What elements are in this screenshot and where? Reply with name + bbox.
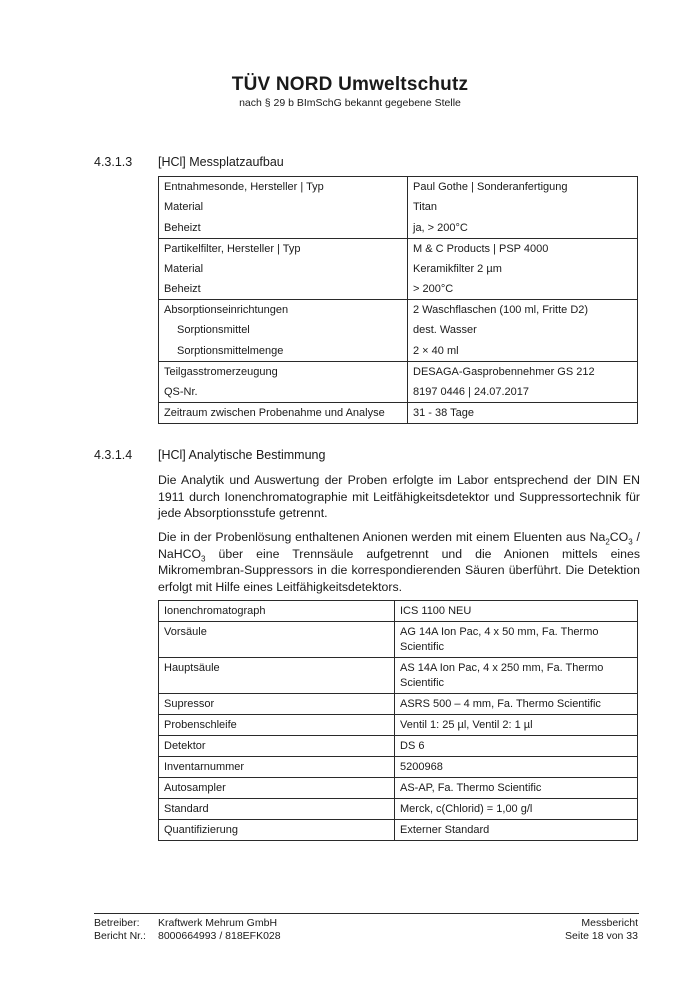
table-cell-label: Hauptsäule (159, 658, 395, 694)
table-row (159, 820, 638, 841)
table-row (159, 341, 638, 362)
table-row (159, 694, 638, 715)
table-row (159, 238, 638, 259)
table-cell-label: Standard (159, 799, 395, 820)
table-row (159, 300, 638, 321)
table-cell-value: dest. Wasser (408, 320, 638, 341)
table-cell-label: Sorptionsmittelmenge (159, 341, 408, 362)
table-cell-value: ICS 1100 NEU (395, 601, 638, 622)
table-cell-value: Keramikfilter 2 µm (408, 259, 638, 280)
section-title: [HCl] Messplatzaufbau (158, 155, 284, 169)
table-cell-value: 2 × 40 ml (408, 341, 638, 362)
table-cell-label: QS-Nr. (159, 382, 408, 403)
table-row (159, 382, 638, 403)
footer-report-label: Bericht Nr.: (94, 930, 146, 942)
section-title: [HCl] Analytische Bestimmung (158, 448, 326, 462)
table-cell-label: Absorptionseinrichtungen (159, 300, 408, 321)
table-row (159, 757, 638, 778)
table-cell-label: Beheizt (159, 279, 408, 300)
table-cell-label: Beheizt (159, 218, 408, 239)
table-cell-value: 2 Waschflaschen (100 ml, Fritte D2) (408, 300, 638, 321)
table-cell-value: ja, > 200°C (408, 218, 638, 239)
table-cell-value: M & C Products | PSP 4000 (408, 238, 638, 259)
subscript: 3 (201, 553, 206, 563)
paragraph-text: CO (609, 530, 629, 544)
table-cell-label: Detektor (159, 736, 395, 757)
paragraph (158, 529, 640, 595)
table-cell-label: Quantifizierung (159, 820, 395, 841)
table-row (159, 402, 638, 423)
table-cell-label: Autosampler (159, 778, 395, 799)
table-cell-value: 31 - 38 Tage (408, 402, 638, 423)
org-subtitle: nach § 29 b BImSchG bekannt gegebene Stelle (239, 97, 461, 109)
table-row (159, 361, 638, 382)
table-cell-value: Merck, c(Chlorid) = 1,00 g/l (395, 799, 638, 820)
table-cell-value: Titan (408, 197, 638, 218)
section-number: 4.3.1.4 (94, 448, 133, 462)
footer-report-value: 8000664993 / 818EFK028 (158, 930, 281, 942)
org-title: TÜV NORD Umweltschutz (231, 74, 469, 95)
table-cell-label: Material (159, 259, 408, 280)
table-row (159, 197, 638, 218)
table-cell-label: Zeitraum zwischen Probenahme und Analyse (159, 402, 408, 423)
table-row (159, 622, 638, 658)
table-cell-label: Material (159, 197, 408, 218)
table-cell-value: 5200968 (395, 757, 638, 778)
table-row (159, 736, 638, 757)
table-cell-value: DS 6 (395, 736, 638, 757)
table-cell-label: Inventarnummer (159, 757, 395, 778)
table-cell-label: Vorsäule (159, 622, 395, 658)
footer-page-number: Seite 18 von 33 (565, 930, 638, 942)
table-cell-value: DESAGA-Gasprobennehmer GS 212 (408, 361, 638, 382)
table-cell-value: ASRS 500 – 4 mm, Fa. Thermo Scientific (395, 694, 638, 715)
table-row (159, 320, 638, 341)
footer-operator-label: Betreiber: (94, 917, 140, 929)
table-cell-value: 8197 0446 | 24.07.2017 (408, 382, 638, 403)
table-cell-value: Externer Standard (395, 820, 638, 841)
table-cell-label: Probenschleife (159, 715, 395, 736)
table-cell-value: AS 14A Ion Pac, 4 x 250 mm, Fa. Thermo Scientific (395, 658, 638, 694)
table-row (159, 259, 638, 280)
table-cell-label: Supressor (159, 694, 395, 715)
table-row (159, 601, 638, 622)
footer-doc-type: Messbericht (581, 917, 638, 929)
table-row (159, 177, 638, 198)
setup-table (158, 176, 638, 424)
subscript: 2 (605, 537, 610, 547)
table-row (159, 715, 638, 736)
footer-divider (94, 913, 639, 914)
paragraph-text: über eine Trennsäule aufgetrennt und die Anionen mittels eines Mikromembran-Suppressors in die korrespondierenden Säuren überführt. Die Detektion erfolgt mit Hilfe eines Leitfähigkeitsdetektors. (158, 546, 640, 594)
table-cell-value: Paul Gothe | Sonderanfertigung (408, 177, 638, 198)
paragraph: Die Analytik und Auswertung der Proben erfolgte im Labor entsprechend der DIN EN 1911 durch Ionenchromatographie mit Leitfähigkeitsdetektor und Suppressortechnik für jede Absorptionsstufe getrennt. (158, 473, 640, 520)
table-row (159, 218, 638, 239)
table-cell-value: AS-AP, Fa. Thermo Scientific (395, 778, 638, 799)
table-row (159, 799, 638, 820)
table-row (159, 778, 638, 799)
table-cell-value: AG 14A Ion Pac, 4 x 50 mm, Fa. Thermo Scientific (395, 622, 638, 658)
table-cell-label: Ionenchromatograph (159, 601, 395, 622)
paragraph-text: / NaHCO (158, 530, 640, 561)
analysis-table (158, 600, 638, 841)
table-row (159, 279, 638, 300)
subscript: 3 (628, 537, 633, 547)
table-row (159, 658, 638, 694)
table-cell-label: Sorptionsmittel (159, 320, 408, 341)
table-cell-value: > 200°C (408, 279, 638, 300)
paragraph-text: Die in der Probenlösung enthaltenen Anionen werden mit einem Eluenten aus Na (158, 530, 606, 544)
table-cell-label: Teilgasstromerzeugung (159, 361, 408, 382)
table-cell-label: Partikelfilter, Hersteller | Typ (159, 238, 408, 259)
footer-operator-value: Kraftwerk Mehrum GmbH (158, 917, 278, 929)
table-cell-value: Ventil 1: 25 µl, Ventil 2: 1 µl (395, 715, 638, 736)
section-number: 4.3.1.3 (94, 155, 133, 169)
table-cell-label: Entnahmesonde, Hersteller | Typ (159, 177, 408, 198)
